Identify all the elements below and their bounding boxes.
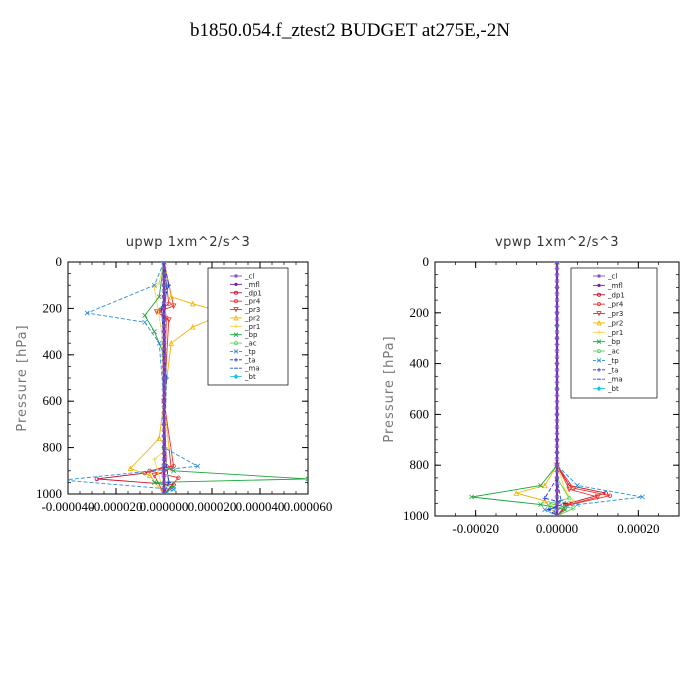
y-tick-label: 200	[42, 300, 62, 316]
legend-label-ta: _ta	[245, 356, 256, 365]
x-tick-label: 0.000020	[187, 499, 237, 514]
series-point-cl	[555, 298, 560, 303]
series-point-cl	[162, 347, 167, 352]
series-point-cl	[555, 463, 560, 468]
y-tick-label: 800	[409, 457, 429, 473]
legend-label-dp1: _dp1	[245, 289, 262, 298]
y-axis-label: Pressure [hPa]	[15, 324, 30, 432]
series-point-cl	[555, 374, 560, 379]
x-tick-label: 0.000060	[283, 499, 333, 514]
y-tick-label: 400	[409, 355, 429, 371]
series-point-cl	[162, 399, 167, 404]
legend-label-mfl: _mfl	[245, 280, 260, 289]
legend-label-ac: _ac	[245, 339, 257, 348]
series-point-cl	[162, 260, 167, 265]
y-axis-label: Pressure [hPa]	[382, 335, 397, 443]
series-point-bp	[152, 329, 156, 333]
series-point-cl	[162, 434, 167, 439]
series-point-cl	[162, 376, 167, 381]
series-point-cl	[555, 260, 560, 265]
series-point-cl	[555, 380, 560, 385]
series-point-cl	[555, 291, 560, 296]
series-point-cl	[555, 285, 560, 290]
series-point-cl	[162, 312, 167, 317]
y-tick-label: 800	[42, 439, 62, 455]
series-point-cl	[162, 451, 167, 456]
series-point-cl	[162, 393, 167, 398]
series-point-cl	[555, 431, 560, 436]
series-point-cl	[162, 294, 167, 299]
series-point-cl	[555, 456, 560, 461]
legend-label-bp: _bp	[608, 338, 621, 347]
series-point-cl	[162, 277, 167, 282]
series-point-cl	[555, 310, 560, 315]
y-tick-label: 0	[55, 254, 62, 269]
series-point-cl	[162, 352, 167, 357]
x-tick-label: -0.00020	[452, 521, 499, 536]
series-point-cl	[162, 480, 167, 485]
legend-label-bp: _bp	[245, 331, 258, 340]
series-point-cl	[162, 410, 167, 415]
series-point-cl	[162, 463, 167, 468]
legend-label-pr2: _pr2	[608, 319, 624, 328]
series-point-cl	[555, 304, 560, 309]
series-line-pr1	[549, 262, 573, 516]
series-point-cl	[555, 279, 560, 284]
series-point-cl	[555, 355, 560, 360]
page-title: b1850.054.f_ztest2 BUDGET at275E,-2N	[190, 20, 510, 41]
series-point-cl	[555, 514, 560, 519]
legend	[571, 268, 657, 398]
series-point-cl	[555, 418, 560, 423]
series-point-cl	[555, 444, 560, 449]
series-point-cl	[555, 507, 560, 512]
legend-label-dp1: _dp1	[608, 291, 625, 300]
legend-label-ma: _ma	[245, 364, 260, 373]
legend-label-bt: _bt	[608, 385, 619, 394]
y-tick-label: 400	[42, 346, 62, 362]
x-tick-label: -0.000040	[41, 499, 95, 514]
legend-label-cl: _cl	[245, 272, 255, 281]
series-line-tp	[63, 262, 197, 494]
series-point-cl	[162, 474, 167, 479]
series-point-cl	[555, 266, 560, 271]
series-point-cl	[162, 457, 167, 462]
series-point-cl	[162, 492, 167, 497]
series-point-cl	[555, 476, 560, 481]
y-tick-label: 1000	[403, 508, 429, 523]
series-point-cl	[555, 469, 560, 474]
x-tick-label: 0.00000	[535, 521, 579, 536]
series-point-cl	[162, 439, 167, 444]
series-line-bp	[472, 262, 565, 516]
legend	[208, 268, 288, 385]
legend-marker-mfl	[234, 283, 237, 286]
legend-label-pr2: _pr2	[245, 314, 261, 323]
series-line-pr2	[516, 262, 557, 516]
series-point-cl	[162, 370, 167, 375]
series-point-cl	[162, 358, 167, 363]
legend-label-ac: _ac	[608, 347, 620, 356]
series-point-cl	[555, 387, 560, 392]
series-point-cl	[162, 283, 167, 288]
series-point-cl	[555, 323, 560, 328]
series-point-cl	[555, 317, 560, 322]
series-point-bp	[143, 313, 147, 317]
y-tick-label: 600	[42, 393, 62, 409]
legend-label-tp: _tp	[608, 356, 619, 365]
legend-marker-cl	[234, 274, 238, 278]
series-point-cl	[555, 412, 560, 417]
legend-marker-mfl	[597, 284, 600, 287]
legend-marker-cl	[597, 274, 601, 278]
panel-title: vpwp 1xm^2/s^3	[494, 235, 620, 250]
series-point-cl	[555, 406, 560, 411]
series-point-cl	[162, 387, 167, 392]
legend-label-pr3: _pr3	[608, 310, 624, 319]
series-point-cl	[162, 486, 167, 491]
series-point-cl	[555, 393, 560, 398]
series-point-cl	[555, 437, 560, 442]
series-point-cl	[555, 399, 560, 404]
legend-label-pr4: _pr4	[608, 300, 624, 309]
legend-label-ma: _ma	[608, 375, 623, 384]
series-point-cl	[555, 501, 560, 506]
chart-panel-1	[15, 235, 332, 514]
y-tick-label: 600	[409, 406, 429, 422]
series-point-cl	[555, 349, 560, 354]
y-tick-label: 0	[422, 254, 429, 269]
series-point-cl	[555, 336, 560, 341]
panel-title: upwp 1xm^2/s^3	[125, 235, 251, 250]
legend-label-pr1: _pr1	[608, 328, 624, 337]
series-point-tp	[61, 478, 65, 482]
x-tick-label: -0.000020	[89, 499, 143, 514]
y-tick-label: 1000	[36, 486, 62, 501]
legend-label-tp: _tp	[245, 347, 256, 356]
series-point-cl	[555, 368, 560, 373]
series-point-cl	[162, 323, 167, 328]
x-tick-label: 0.000000	[139, 499, 189, 514]
legend-label-cl: _cl	[608, 272, 618, 281]
series-point-cl	[162, 422, 167, 427]
series-point-cl	[162, 306, 167, 311]
series-point-cl	[162, 271, 167, 276]
series-point-cl	[162, 416, 167, 421]
series-point-cl	[555, 425, 560, 430]
y-tick-label: 200	[409, 304, 429, 320]
series-point-cl	[162, 318, 167, 323]
series-point-cl	[162, 341, 167, 346]
series-point-cl	[555, 361, 560, 366]
series-point-cl	[162, 405, 167, 410]
series-point-ta	[543, 496, 547, 500]
series-point-cl	[162, 265, 167, 270]
series-point-cl	[555, 342, 560, 347]
series-point-cl	[162, 428, 167, 433]
legend-label-pr4: _pr4	[245, 297, 261, 306]
series-point-tp	[171, 487, 175, 491]
series-point-cl	[162, 300, 167, 305]
series-point-cl	[162, 381, 167, 386]
series-point-cl	[555, 488, 560, 493]
x-tick-label: 0.000040	[235, 499, 285, 514]
x-tick-label: 0.00020	[617, 521, 660, 536]
series-point-cl	[162, 445, 167, 450]
chart-panel-2	[382, 235, 679, 536]
series-point-tp	[543, 507, 547, 511]
legend-label-ta: _ta	[608, 366, 619, 375]
series-point-cl	[555, 482, 560, 487]
legend-label-bt: _bt	[245, 373, 256, 382]
series-point-cl	[162, 335, 167, 340]
legend-label-pr3: _pr3	[245, 306, 261, 315]
legend-label-mfl: _mfl	[608, 281, 623, 290]
series-point-cl	[162, 364, 167, 369]
series-point-cl	[555, 272, 560, 277]
series-point-cl	[162, 468, 167, 473]
series-point-cl	[162, 289, 167, 294]
series-point-tp	[143, 320, 147, 324]
series-point-cl	[555, 450, 560, 455]
series-point-cl	[555, 495, 560, 500]
series-point-cl	[162, 329, 167, 334]
legend-label-pr1: _pr1	[245, 322, 261, 331]
series-point-cl	[555, 329, 560, 334]
